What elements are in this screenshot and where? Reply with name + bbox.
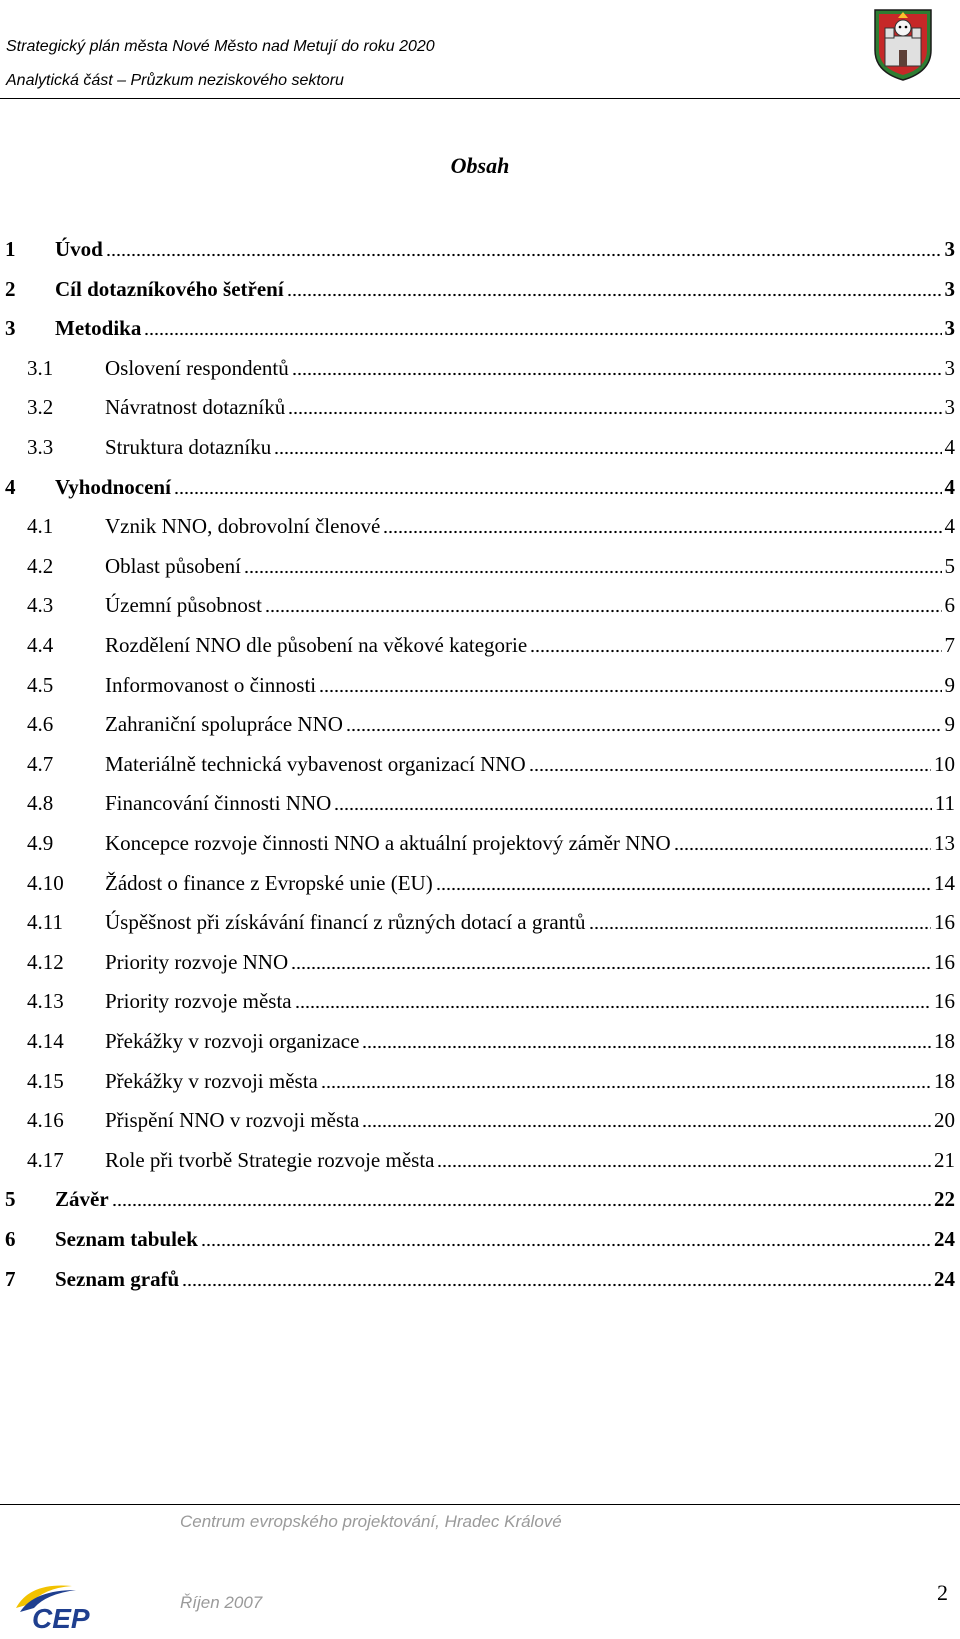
toc-entry-line — [105, 552, 955, 580]
toc-entry-page: 24 — [934, 1266, 955, 1291]
toc-dot-leader — [530, 631, 941, 653]
toc-entry-line — [105, 354, 955, 382]
toc-entry-number: 2 — [5, 276, 16, 301]
toc-entry-page: 16 — [934, 989, 955, 1014]
toc-entry-number: 4.3 — [27, 593, 54, 618]
toc-dot-leader — [529, 750, 931, 772]
toc-entry-page: 10 — [934, 751, 955, 776]
toc-entry[interactable] — [0, 512, 960, 553]
toc-dot-leader — [321, 1067, 931, 1089]
toc-entry-number: 4.16 — [27, 1108, 64, 1133]
footer-date: Říjen 2007 — [180, 1593, 263, 1612]
toc-entry-title: Územní působnost — [105, 593, 262, 618]
toc-dot-leader — [288, 393, 941, 415]
toc-entry-number: 4 — [5, 474, 16, 499]
toc-entry-page: 3 — [944, 395, 955, 420]
toc-entry[interactable] — [0, 354, 960, 395]
footer-divider — [0, 1504, 960, 1505]
toc-entry-page: 3 — [944, 237, 955, 261]
toc-entry-page: 3 — [944, 276, 955, 301]
toc-entry-line — [55, 314, 955, 342]
toc-dot-leader — [106, 235, 942, 257]
toc-entry[interactable] — [0, 948, 960, 989]
toc-entry-number: 3.1 — [27, 355, 54, 380]
toc-entry[interactable] — [0, 314, 960, 355]
toc-entry-number: 4.8 — [27, 791, 54, 816]
toc-dot-leader — [437, 1146, 931, 1168]
toc-entry-title: Návratnost dotazníků — [105, 395, 286, 420]
toc-entry[interactable] — [0, 869, 960, 910]
footer-organization: Centrum evropského projektování, Hradec Králové — [180, 1512, 562, 1531]
toc-entry[interactable] — [0, 987, 960, 1028]
toc-entry-title: Žádost o finance z Evropské unie (EU) — [105, 870, 433, 895]
toc-entry[interactable] — [0, 473, 960, 514]
toc-entry-page: 21 — [934, 1147, 955, 1172]
toc-dot-leader — [383, 512, 941, 534]
toc-entry-page: 4 — [944, 435, 955, 459]
header-title: Strategický plán města Nové Město nad Metují do roku 2020 — [6, 38, 435, 55]
toc-entry-title: Vyhodnocení — [55, 474, 171, 499]
toc-entry-line — [105, 393, 955, 421]
toc-entry-title: Koncepce rozvoje činnosti NNO a aktuální projektový záměr NNO — [105, 831, 671, 855]
toc-entry[interactable] — [0, 591, 960, 632]
toc-entry-line — [105, 433, 955, 461]
page-number: 2 — [937, 1580, 948, 1605]
toc-entry-line — [105, 591, 955, 619]
toc-entry-title: Překážky v rozvoji města — [105, 1068, 318, 1093]
coat-of-arms-icon — [871, 6, 935, 82]
toc-entry-number: 5 — [5, 1187, 16, 1212]
toc-entry-page: 24 — [934, 1227, 955, 1251]
toc-dot-leader — [334, 789, 931, 811]
toc-entry-page: 11 — [934, 791, 955, 816]
toc-entry-number: 6 — [5, 1227, 16, 1251]
toc-entry-title: Priority rozvoje NNO — [105, 949, 289, 974]
toc-entry[interactable] — [0, 1027, 960, 1068]
toc-entry-number: 4.1 — [27, 514, 54, 539]
toc-entry-title: Úvod — [55, 237, 103, 261]
toc-entry[interactable] — [0, 908, 960, 949]
toc-entry-number: 1 — [5, 237, 16, 261]
toc-entry-page: 4 — [944, 474, 955, 499]
toc-entry-title: Role při tvorbě Strategie rozvoje města — [105, 1147, 435, 1172]
cep-logo-text: CEP — [32, 1603, 90, 1634]
toc-entry-page: 7 — [944, 633, 955, 657]
toc-dot-leader — [144, 314, 941, 336]
toc-entry-line — [105, 1106, 955, 1134]
toc-entry-number: 4.9 — [27, 831, 54, 855]
toc-entry-line — [105, 710, 955, 738]
toc-entry[interactable] — [0, 1146, 960, 1187]
toc-entry-line — [105, 750, 955, 778]
toc-entry-line — [105, 908, 955, 936]
toc-entry-title: Úspěšnost při získávání financí z různých dotací a grantů — [105, 910, 586, 935]
toc-entry-line — [55, 1185, 955, 1213]
toc-entry-line — [105, 1146, 955, 1174]
toc-entry-number: 4.4 — [27, 633, 54, 657]
toc-dot-leader — [274, 433, 941, 455]
toc-dot-leader — [291, 948, 931, 970]
toc-dot-leader — [319, 671, 941, 693]
toc-dot-leader — [201, 1225, 931, 1247]
toc-entry-page: 9 — [944, 672, 955, 697]
toc-entry[interactable] — [0, 1185, 960, 1226]
toc-entry-line — [105, 869, 955, 897]
toc-entry-title: Informovanost o činnosti — [105, 672, 317, 697]
toc-entry-title: Zahraniční spolupráce NNO — [105, 712, 343, 737]
toc-entry-line — [105, 671, 955, 699]
toc-entry[interactable] — [0, 552, 960, 593]
toc-dot-leader — [362, 1027, 931, 1049]
toc-dot-leader — [674, 829, 931, 851]
toc-entry-line — [105, 987, 955, 1015]
toc-entry-number: 4.17 — [27, 1147, 64, 1172]
toc-entry-number: 4.12 — [27, 949, 64, 974]
toc-dot-leader — [265, 591, 942, 613]
toc-entry-title: Seznam tabulek — [55, 1227, 198, 1251]
header-subtitle: Analytická část – Průzkum neziskového sektoru — [6, 72, 344, 89]
toc-entry-title: Materiálně technická vybavenost organizací NNO — [105, 751, 526, 776]
toc-entry-title: Závěr — [55, 1187, 109, 1212]
toc-entry-title: Metodika — [55, 316, 142, 341]
toc-entry-line — [105, 1067, 955, 1095]
toc-entry-page: 13 — [934, 831, 955, 855]
toc-entry[interactable] — [0, 829, 960, 870]
toc-entry-line — [55, 235, 955, 263]
toc-entry-line — [105, 631, 955, 659]
toc-entry-title: Překážky v rozvoji organizace — [105, 1029, 360, 1053]
toc-dot-leader — [589, 908, 931, 930]
toc-entry[interactable] — [0, 235, 960, 276]
toc-entry-page: 16 — [934, 910, 955, 935]
toc-entry[interactable] — [0, 1225, 960, 1266]
toc-entry-page: 22 — [934, 1187, 955, 1212]
toc-entry-title: Oblast působení — [105, 553, 241, 578]
toc-dot-leader — [346, 710, 942, 732]
toc-entry-number: 3 — [5, 316, 16, 341]
toc-entry-line — [55, 275, 955, 303]
toc-entry-line — [105, 829, 955, 857]
toc-entry-page: 6 — [944, 593, 955, 618]
toc-entry[interactable] — [0, 433, 960, 474]
toc-entry[interactable] — [0, 275, 960, 316]
toc-entry[interactable] — [0, 671, 960, 712]
toc-dot-leader — [244, 552, 942, 574]
toc-entry-page: 9 — [944, 712, 955, 737]
toc-entry-title: Oslovení respondentů — [105, 355, 289, 380]
toc-entry-number: 4.6 — [27, 712, 54, 737]
toc-entry-number: 4.2 — [27, 553, 54, 578]
toc-entry[interactable] — [0, 393, 960, 434]
toc-entry[interactable] — [0, 710, 960, 751]
toc-entry-title: Seznam grafů — [55, 1266, 180, 1291]
toc-entry-title: Rozdělení NNO dle působení na věkové kategorie — [105, 633, 528, 657]
toc-entry-number: 4.14 — [27, 1029, 64, 1053]
toc-entry-page: 18 — [934, 1068, 955, 1093]
toc-entry[interactable] — [0, 1067, 960, 1108]
toc-entry-line — [55, 473, 955, 501]
toc-entry-page: 20 — [934, 1108, 955, 1133]
toc-entry-title: Vznik NNO, dobrovolní členové — [105, 514, 381, 539]
toc-entry[interactable] — [0, 789, 960, 830]
header-divider — [0, 98, 960, 99]
toc-entry-number: 3.2 — [27, 395, 54, 420]
toc-entry-number: 4.10 — [27, 870, 64, 895]
toc-dot-leader — [287, 275, 942, 297]
toc-entry-page: 3 — [944, 316, 955, 341]
toc-entry-page: 5 — [944, 553, 955, 578]
toc-entry-page: 4 — [944, 514, 955, 539]
toc-dot-leader — [174, 473, 942, 495]
toc-entry-line — [105, 789, 955, 817]
toc-entry-title: Financování činnosti NNO — [105, 791, 332, 816]
toc-entry-number: 4.13 — [27, 989, 64, 1014]
cep-logo-icon — [10, 1578, 130, 1634]
toc-dot-leader — [292, 354, 942, 376]
toc-dot-leader — [436, 869, 931, 891]
toc-entry-line — [105, 512, 955, 540]
toc-entry[interactable] — [0, 750, 960, 791]
toc-entry-page: 3 — [944, 355, 955, 380]
toc-entry-line — [105, 948, 955, 976]
toc-entry-number: 4.5 — [27, 672, 54, 697]
toc-entry[interactable] — [0, 1106, 960, 1147]
toc-entry-page: 14 — [934, 870, 955, 895]
toc-entry-number: 7 — [5, 1266, 16, 1291]
toc-entry-title: Přispění NNO v rozvoji města — [105, 1108, 360, 1133]
toc-entry-page: 16 — [934, 949, 955, 974]
toc-entry-line — [55, 1265, 955, 1293]
toc-entry-number: 3.3 — [27, 435, 54, 459]
toc-dot-leader — [182, 1265, 931, 1287]
toc-entry-title: Struktura dotazníku — [105, 435, 272, 459]
toc-title: Obsah — [450, 153, 510, 178]
toc-entry-line — [105, 1027, 955, 1055]
toc-entry[interactable] — [0, 631, 960, 672]
toc-entry-title: Priority rozvoje města — [105, 989, 292, 1014]
toc-dot-leader — [295, 987, 931, 1009]
toc-entry-number: 4.11 — [27, 910, 63, 935]
toc-entry[interactable] — [0, 1265, 960, 1306]
toc-entry-number: 4.15 — [27, 1068, 64, 1093]
toc-entry-line — [55, 1225, 955, 1253]
toc-dot-leader — [112, 1185, 931, 1207]
toc-entry-page: 18 — [934, 1029, 955, 1053]
toc-dot-leader — [362, 1106, 931, 1128]
toc-entry-title: Cíl dotazníkového šetření — [55, 276, 284, 301]
toc-entry-number: 4.7 — [27, 751, 54, 776]
